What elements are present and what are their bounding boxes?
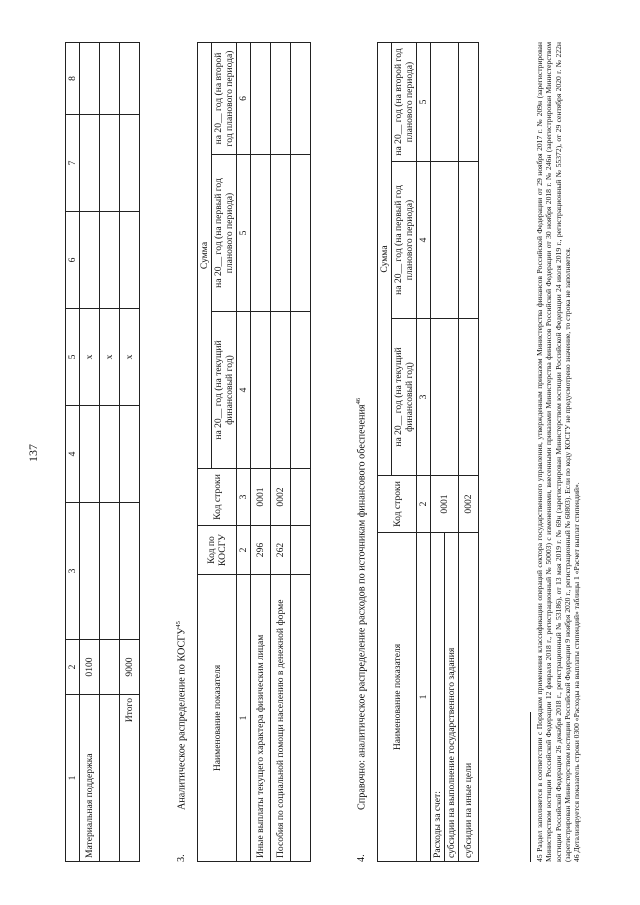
cell xyxy=(271,311,291,468)
footnote: 45 Раздел заполняется в соответствии с Порядком применения классификации операций сектора государственного управления, утвержденным приказом Министерства финансов Российской Федерации от 29 ноября 2017 г. № 209н (зарегистрирован Министерством юстиции Российской Федерации 12 февраля 2018 г., регистрационный № 50003) с изменениями, внесенными приказами Министерства финансов Российской Федерации от 30 ноября 2018 г. № 246н (зарегистрирован Министерством юстиции Российской Федерации 26 декабря 2018 г., регистрационный № 53186), от 13 мая 2019 г. № 69н (зарегистрирован Министерством юстиции Российской Федерации 24 июля 2019 г., регистрационный № 55372), от 29 сентября 2020 г. № 222н (зарегистрирован Министерством юстиции Российской Федерации 9 ноября 2020 г., регистрационный № 60803). Если по коду КОСГУ не предусмотрено значение, то строка не заполняется. xyxy=(535,41,572,862)
cell xyxy=(80,42,100,114)
cell xyxy=(251,42,271,154)
rotated-page xyxy=(25,28,615,878)
footnote-ref: 46 xyxy=(355,397,362,404)
cell xyxy=(459,161,479,318)
col-number: 5 xyxy=(417,42,431,161)
cell xyxy=(80,211,100,308)
header-name: Наименование показателя xyxy=(378,532,417,861)
table-row xyxy=(459,42,479,861)
cell xyxy=(271,42,291,154)
section-title: Справочно: аналитическое распределение расходов по источникам финансового обеспечения xyxy=(356,403,368,810)
cell: Пособия по социальной помощи населению в денежной форме xyxy=(271,574,291,861)
header-cell: 1 xyxy=(66,694,80,861)
col-number: 5 xyxy=(237,154,251,311)
header-cell: 2 xyxy=(66,639,80,694)
cell xyxy=(459,318,479,475)
header-code: Код строки xyxy=(378,475,417,532)
cell xyxy=(291,574,311,861)
header-col: на 20__ год (на текущий финансовый год) xyxy=(212,311,237,468)
header-name: Наименование показателя xyxy=(198,574,237,861)
header-cell: 7 xyxy=(66,114,80,211)
cell: x xyxy=(120,308,140,405)
section4-table xyxy=(377,42,479,862)
header-col: на 20__ год (на первый год планового периода) xyxy=(212,154,237,311)
table-row xyxy=(431,42,445,861)
col-number: 6 xyxy=(237,42,251,154)
cell: Иные выплаты текущего характера физическим лицам xyxy=(251,574,271,861)
cell: субсидии на иные цели xyxy=(459,532,479,861)
footnote: 46 Детализируется показатель строки 0300 «Расходы на выплаты стипендий» таблицы 1 «Расчет выплат стипендий». xyxy=(572,481,581,862)
header-code: Код строки xyxy=(198,468,237,525)
table-row xyxy=(80,42,100,861)
col-number: 1 xyxy=(237,574,251,861)
cell xyxy=(291,311,311,468)
section-title: Аналитическое распределение по КОСГУ xyxy=(176,627,188,810)
cell: 0002 xyxy=(459,475,479,532)
section4-heading xyxy=(355,397,368,861)
col-number: 3 xyxy=(417,318,431,475)
header-sum: Сумма xyxy=(198,42,212,468)
cell xyxy=(80,502,100,639)
cell xyxy=(100,211,120,308)
section-number: 4. xyxy=(356,853,368,862)
col-number: 3 xyxy=(237,468,251,525)
table-row xyxy=(291,42,311,861)
table-row xyxy=(251,42,271,861)
header-cell: 3 xyxy=(66,502,80,639)
header-col: на 20__ год (на второй год планового периода) xyxy=(392,42,417,161)
header-cell: 6 xyxy=(66,211,80,308)
footnote-ref: 45 xyxy=(175,620,182,628)
cell xyxy=(100,694,120,861)
cell xyxy=(251,311,271,468)
table-header-row xyxy=(378,42,392,861)
section3-table xyxy=(197,42,311,862)
table-row xyxy=(100,42,120,861)
cell xyxy=(459,42,479,161)
header-col: на 20__ год (на второй год планового периода) xyxy=(212,42,237,154)
header-cell: 5 xyxy=(66,308,80,405)
cell: Материальная поддержка xyxy=(80,694,100,861)
header-col: на 20__ год (на первый год планового периода) xyxy=(392,161,417,318)
cell xyxy=(100,114,120,211)
table-row xyxy=(120,42,140,861)
header-col: на 20__ год (на текущий финансовый год) xyxy=(392,318,417,475)
cell xyxy=(291,42,311,154)
table-header-row xyxy=(198,42,212,861)
section-number: 3. xyxy=(176,853,188,862)
header-cell: 4 xyxy=(66,405,80,502)
cell: 0001 xyxy=(431,475,459,532)
table-header-row xyxy=(66,42,80,861)
cell: 0001 xyxy=(251,468,271,525)
cell xyxy=(271,154,291,311)
col-number: 4 xyxy=(417,161,431,318)
cell xyxy=(100,502,120,639)
cell: x xyxy=(80,308,100,405)
cell xyxy=(431,42,459,161)
footnotes xyxy=(535,42,581,862)
cell: 262 xyxy=(271,525,291,574)
cell xyxy=(120,114,140,211)
cell xyxy=(431,318,459,475)
cell xyxy=(100,639,120,694)
footnote-divider xyxy=(530,712,531,862)
header-kosgu: Код по КОСГУ xyxy=(198,525,237,574)
table-row xyxy=(271,42,291,861)
cell xyxy=(431,161,459,318)
cell xyxy=(291,525,311,574)
cell: 0002 xyxy=(271,468,291,525)
header-cell: 8 xyxy=(66,42,80,114)
cell xyxy=(100,42,120,114)
top-table xyxy=(65,42,140,862)
column-numbers-row xyxy=(417,42,431,861)
cell xyxy=(80,114,100,211)
cell: 0100 xyxy=(80,639,100,694)
cell: субсидии на выполнение государственного задания xyxy=(445,532,459,861)
cell: 9000 xyxy=(120,639,140,694)
header-sum: Сумма xyxy=(378,42,392,475)
cell xyxy=(120,405,140,502)
cell xyxy=(251,154,271,311)
cell: Расходы за счет: xyxy=(431,532,445,861)
cell: 296 xyxy=(251,525,271,574)
cell: x xyxy=(100,308,120,405)
cell xyxy=(291,154,311,311)
cell xyxy=(120,42,140,114)
col-number: 1 xyxy=(417,532,431,861)
cell xyxy=(291,468,311,525)
cell xyxy=(80,405,100,502)
col-number: 4 xyxy=(237,311,251,468)
col-number: 2 xyxy=(417,475,431,532)
page-number: 137 xyxy=(26,443,40,462)
section3-heading xyxy=(175,621,188,862)
total-label: Итого xyxy=(120,694,140,861)
column-numbers-row xyxy=(237,42,251,861)
cell xyxy=(120,502,140,639)
col-number: 2 xyxy=(237,525,251,574)
cell xyxy=(120,211,140,308)
cell xyxy=(100,405,120,502)
